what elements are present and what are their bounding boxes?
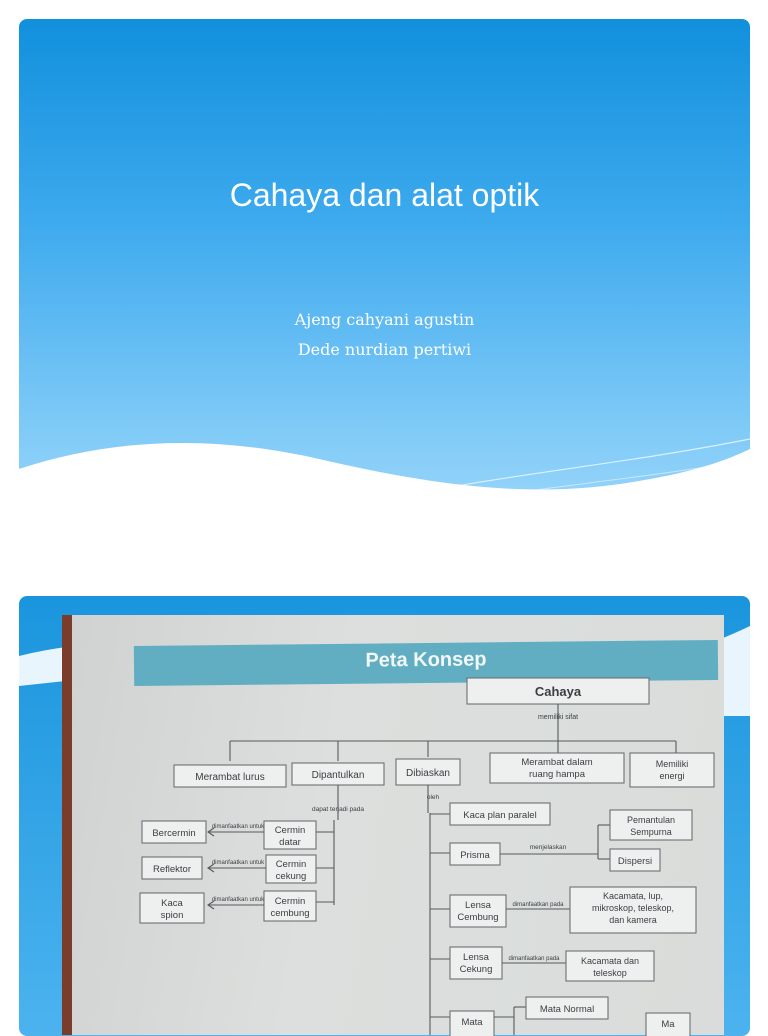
author-name: Ajeng cahyani agustin <box>294 310 475 329</box>
svg-text:Bercermin: Bercermin <box>152 828 196 839</box>
mirror-link-label: dimanfaatkan untuk <box>211 897 265 903</box>
author-name: Dede nurdian pertiwi <box>297 340 472 359</box>
level1-label: ruang hampa <box>529 769 585 780</box>
concept-map <box>62 615 724 1035</box>
svg-text:Mata: Mata <box>461 1017 483 1028</box>
svg-text:Cermin: Cermin <box>274 896 306 907</box>
svg-text:Cermin: Cermin <box>275 859 307 870</box>
svg-text:Prisma: Prisma <box>460 850 490 861</box>
root-label: Cahaya <box>534 684 582 699</box>
svg-text:dan kamera: dan kamera <box>609 915 657 925</box>
svg-text:Cekung: Cekung <box>459 964 493 975</box>
level1-label: Merambat lurus <box>195 772 265 783</box>
prisma-link-label: menjelaskan <box>529 844 567 851</box>
level1-label: energi <box>659 771 685 781</box>
level1-label: Dibiaskan <box>406 768 450 779</box>
svg-text:Lensa: Lensa <box>465 900 491 911</box>
svg-text:Mata Normal: Mata Normal <box>539 1004 595 1015</box>
svg-text:Reflektor: Reflektor <box>152 864 192 875</box>
lens-link-label: dimanfaatkan pada <box>512 902 564 908</box>
concept-map-photo <box>62 615 724 1035</box>
mirror-link-label: dimanfaatkan untuk <box>211 824 265 830</box>
svg-text:Lensa: Lensa <box>463 952 489 963</box>
svg-text:Kaca plan paralel: Kaca plan paralel <box>463 810 537 821</box>
svg-text:mikroskop, teleskop,: mikroskop, teleskop, <box>591 903 675 913</box>
title-slide[interactable] <box>19 19 750 529</box>
svg-text:Sempurna: Sempurna <box>630 827 672 837</box>
svg-text:teleskop: teleskop <box>593 968 627 978</box>
author-list <box>19 305 750 365</box>
svg-text:Kaca: Kaca <box>161 898 183 909</box>
svg-text:Ma: Ma <box>661 1019 675 1030</box>
banner-title: Peta Konsep <box>365 648 487 672</box>
level1-label: Dipantulkan <box>311 770 365 781</box>
svg-text:cekung: cekung <box>275 871 307 882</box>
lens-link-label: dimanfaatkan pada <box>508 956 560 962</box>
svg-text:Pemantulan: Pemantulan <box>626 815 676 825</box>
slide-title: Cahaya dan alat optik <box>229 177 540 213</box>
svg-text:cembung: cembung <box>270 908 310 919</box>
refract-link-label: oleh <box>426 794 440 801</box>
mirror-link-label: dimanfaatkan untuk <box>211 860 265 866</box>
reflect-link-label: dapat terjadi pada <box>311 806 365 813</box>
wave-decoration <box>19 419 750 529</box>
level1-label: Merambat dalam <box>521 757 593 768</box>
svg-text:Cermin: Cermin <box>274 825 306 836</box>
svg-text:Kacamata dan: Kacamata dan <box>580 956 640 966</box>
svg-text:Dispersi: Dispersi <box>617 856 653 867</box>
svg-text:Cembung: Cembung <box>457 912 499 923</box>
svg-text:spion: spion <box>160 910 184 921</box>
svg-text:datar: datar <box>279 837 301 848</box>
root-link-label: memiliki sifat <box>537 714 579 721</box>
level1-label: Memiliki <box>655 759 689 769</box>
svg-text:Kacamata, lup,: Kacamata, lup, <box>602 891 664 901</box>
